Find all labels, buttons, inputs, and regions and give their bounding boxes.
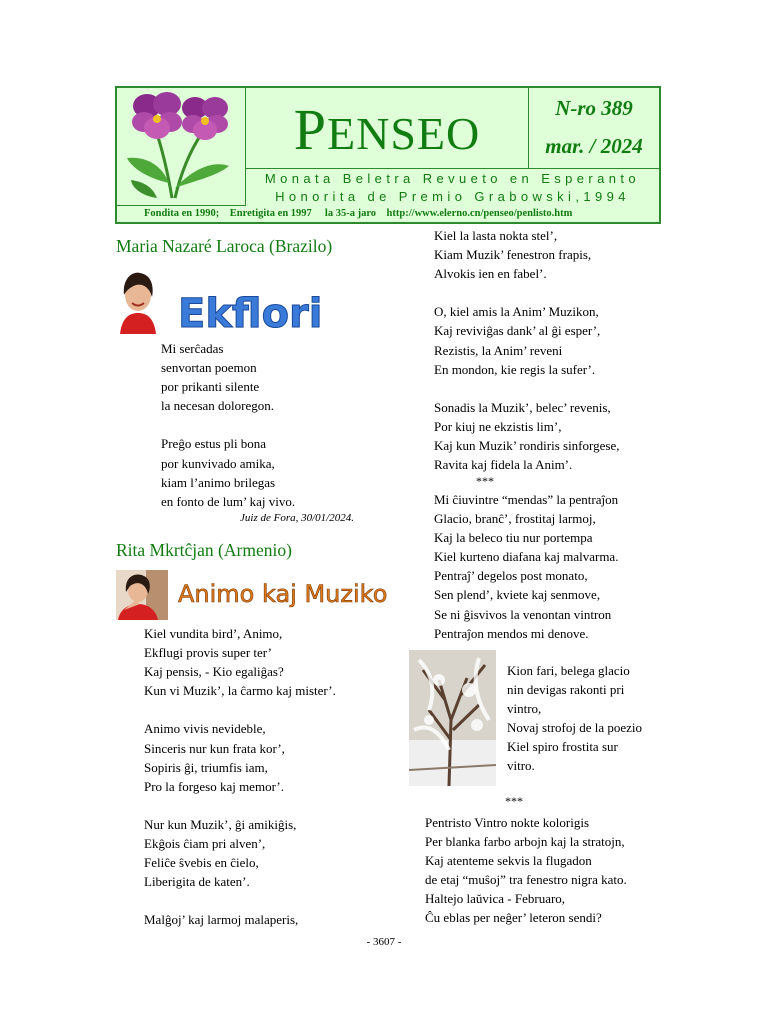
flower-logo xyxy=(117,88,246,206)
issue-info xyxy=(529,88,659,168)
poem-line: vitro. xyxy=(507,758,535,774)
poem-line: Kun vi Muzik’, la ĉarmo kaj mister’. xyxy=(144,683,336,699)
author-photo-2 xyxy=(116,570,168,620)
poem-line: nin devigas rakonti pri xyxy=(507,682,625,698)
poem-winter xyxy=(434,490,618,643)
poem-line: Per blanka farbo arbojn kaj la stratojn, xyxy=(425,834,625,850)
poem-line: Ĉu eblas per neĝer’ leteron sendi? xyxy=(425,910,602,926)
poem-line: Glacio, branĉ’, frostitaj larmoj, xyxy=(434,511,596,527)
magazine-title xyxy=(246,88,529,168)
title-rest: ENSEO xyxy=(327,108,481,159)
poem-line: Kaj atenteme sekvis la flugadon xyxy=(425,853,592,869)
poem-line: Nur kun Muzik’, ĝi amikiĝis, xyxy=(144,816,297,832)
page-number: - 3607 - xyxy=(366,936,402,948)
poem-animo-continued xyxy=(434,226,619,474)
separator-stars-2: *** xyxy=(505,794,523,808)
poem-line: Animo vivis nevideble, xyxy=(144,721,266,737)
poem-line: Novaj strofoj de la poezio xyxy=(507,720,643,736)
subtitle-block xyxy=(246,168,659,206)
poem-line: Malĝoj’ kaj larmoj malaperis, xyxy=(144,912,299,928)
poem-line: Kiam Muzik’ fenestron frapis, xyxy=(434,247,592,263)
poem-line: Mi ĉiuvintre “mendas” la pentraĵon xyxy=(434,492,619,507)
issue-number: N-ro 389 xyxy=(555,96,633,120)
winter-tree-photo xyxy=(409,650,496,786)
poem-line: Kaj kun Muzik’ rondiris sinforgese, xyxy=(434,438,620,454)
poem-line: Por kiuj ne ekzistis lim’, xyxy=(434,418,562,434)
ekflori-title-graphic xyxy=(176,285,323,337)
masthead-footer: Fondita en 1990; Enretigita en 1997 la 35-a jaro http://www.elerno.cn/penseo/penlisto.htm xyxy=(144,208,573,219)
poem-line: Se ni ĝisvivos la venontan vintron xyxy=(434,606,612,622)
poem-line: Ravita kaj fidela la Anim’. xyxy=(434,457,573,473)
poem-line xyxy=(144,700,336,719)
subtitle-line-2: Honorita de Premio Grabowski,1994 xyxy=(275,189,630,204)
ekflori-graphic-text: Ekflori xyxy=(178,291,323,337)
poem-line: Kiel spiro frostita sur xyxy=(507,739,618,755)
poem-line: Rezistis, la Anim’ reveni xyxy=(434,342,563,358)
article1-author: Maria Nazaré Laroca (Brazilo) xyxy=(116,236,333,256)
poem-line: Pentristo Vintro nokte kolorigis xyxy=(425,815,590,830)
poem-line xyxy=(434,283,619,302)
poem-line: Sonadis la Muzik’, belec’ revenis, xyxy=(434,399,611,415)
author-photo xyxy=(116,267,160,334)
poem-line: kiam l’animo brilegas xyxy=(161,474,276,490)
poem-line: Kion fari, belega glacio xyxy=(507,663,630,678)
poem-line: Sinceris nur kun frata kor’, xyxy=(144,740,285,756)
masthead xyxy=(115,86,661,224)
poem-ekflori xyxy=(161,339,295,511)
animo-title-graphic xyxy=(176,575,388,611)
dateline: Juiz de Fora, 30/01/2024. xyxy=(240,512,354,524)
poem-line: vintro, xyxy=(507,701,542,717)
issue-date: mar. / 2024 xyxy=(545,134,643,158)
poem-line: Kiel la lasta nokta stel’, xyxy=(434,228,558,243)
poem-line xyxy=(161,415,295,434)
poem-line: en fonto de lum’ kaj vivo. xyxy=(161,493,296,509)
poem-line: Alvokis ien en fabel’. xyxy=(434,266,547,282)
poem-line: Mi serĉadas xyxy=(161,341,224,356)
poem-line: En mondon, kie regis la sufer’. xyxy=(434,361,596,377)
poem-line: Sopiris ĝi, triumfis iam, xyxy=(144,759,268,775)
poem-line: Ekĝois ĉiam pri alven’, xyxy=(144,836,266,852)
poem-line: Ekflugi provis super ter’ xyxy=(144,645,272,661)
poem-line: Kaj reviviĝas dank’ al ĝi esper’, xyxy=(434,323,601,339)
poem-photo-side xyxy=(507,661,642,776)
poem-line: por prikanti silente xyxy=(161,379,260,395)
poem-line: Kaj pensis, - Kio egaliĝas? xyxy=(144,664,284,680)
poem-line: senvortan poemon xyxy=(161,360,257,376)
poem-line: por kunvivado amika, xyxy=(161,455,275,471)
animo-graphic-text: Animo kaj Muziko xyxy=(178,580,388,608)
title-initial: P xyxy=(293,97,328,162)
poem-line: Kiel vundita bird’, Animo, xyxy=(144,626,283,641)
poem-line xyxy=(144,891,336,910)
poem-line: O, kiel amis la Anim’ Muzikon, xyxy=(434,304,599,320)
poem-line xyxy=(144,796,336,815)
poem-line: Haltejo laŭvica - Februaro, xyxy=(425,891,566,907)
pansy-icon xyxy=(117,88,244,204)
poem-line xyxy=(434,379,619,398)
poem-line: Liberigita de katen’. xyxy=(144,874,250,890)
poem-line: Kaj la beleco tiu nur portempa xyxy=(434,530,593,546)
poem-line: Sen plend’, kviete kaj senmove, xyxy=(434,587,601,603)
poem-line: de etaj “muŝoj” tra fenestro nigra kato. xyxy=(425,872,627,888)
poem-line: Pentraĵon mendos mi denove. xyxy=(434,625,589,641)
poem-line: Feliĉe ŝvebis en ĉielo, xyxy=(144,855,259,871)
poem-line: Pentraĵ’ degelos post monato, xyxy=(434,568,588,584)
subtitle-line-1: Monata Beletra Revueto en Esperanto xyxy=(264,171,641,186)
poem-animo xyxy=(144,624,336,930)
article2-author: Rita Mkrtĉjan (Armenio) xyxy=(116,540,292,560)
poem-line: Kiel kurteno diafana kaj malvarma. xyxy=(434,549,619,565)
separator-stars: *** xyxy=(476,474,494,488)
poem-final xyxy=(425,813,627,928)
poem-line: Pro la forgeso kaj memor’. xyxy=(144,778,284,794)
poem-line: la necesan doloregon. xyxy=(161,398,274,414)
poem-line: Preĝo estus pli bona xyxy=(161,436,267,452)
